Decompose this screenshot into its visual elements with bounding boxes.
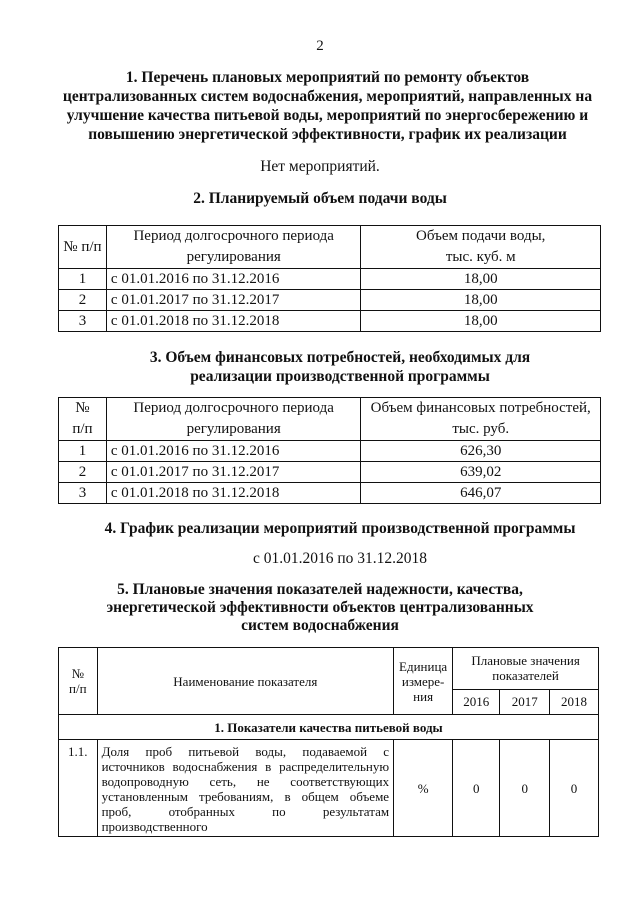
row-period: с 01.01.2017 по 31.12.2017 [106,290,361,311]
row-period: с 01.01.2018 по 31.12.2018 [106,311,361,332]
row-num: 1 [59,441,107,462]
row-value: 18,00 [361,290,601,311]
section-4-period: с 01.01.2016 по 31.12.2018 [252,550,428,567]
table-row [59,740,599,837]
financial-needs-table [58,397,601,504]
header-year: 2018 [550,689,599,714]
row-unit: % [394,740,453,837]
table-header-row [59,648,599,690]
row-num: 2 [59,462,107,483]
header-num: № п/п [59,398,107,441]
row-value: 0 [453,740,500,837]
header-period: Период долгосрочного периода регулирования [106,226,361,269]
row-period: с 01.01.2017 по 31.12.2017 [106,462,361,483]
row-num: 2 [59,290,107,311]
row-period: с 01.01.2016 по 31.12.2016 [106,441,361,462]
table-row [59,290,601,311]
table-header-row [59,398,601,441]
row-indicator-name: Доля проб питьевой воды, подаваемой с источников водоснабжения в распределительную водопроводную сеть, не соответствующих установленным требованиям, в общем объеме проб, отобранных по результатам производственного [97,740,394,837]
header-indicator-name: Наименование показателя [97,648,394,715]
row-num: 1 [59,269,107,290]
header-num: № п/п [59,648,98,715]
header-volume: Объем подачи воды, тыс. куб. м [361,226,601,269]
row-num: 3 [59,483,107,504]
section-4-title: 4. График реализации мероприятий производственной программы [104,520,576,537]
indicators-table [58,647,599,837]
table-row [59,483,601,504]
section-1-note: Нет мероприятий. [260,158,380,175]
header-year: 2016 [453,689,500,714]
header-amount: Объем финансовых потребностей, тыс. руб. [361,398,601,441]
row-value: 0 [550,740,599,837]
header-num: № п/п [59,226,107,269]
row-period: с 01.01.2016 по 31.12.2016 [106,269,361,290]
section-1-title: 1. Перечень плановых мероприятий по ремонту объектов централизованных систем водоснабжения, мероприятий, направленных на улучшение качества питьевой воды, мероприятий по энергосбережению и повышению энергетической эффективности, график их реализации [62,69,593,143]
table-row [59,462,601,483]
row-value: 639,02 [361,462,601,483]
table-row [59,269,601,290]
row-value: 0 [500,740,550,837]
water-volume-table [58,225,601,332]
table-header-row [59,226,601,269]
header-unit: Единица измере- ния [394,648,453,715]
section-2-title: 2. Планируемый объем подачи воды [193,190,447,207]
row-value: 646,07 [361,483,601,504]
row-period: с 01.01.2018 по 31.12.2018 [106,483,361,504]
row-value: 626,30 [361,441,601,462]
group-title: 1. Показатели качества питьевой воды [59,715,599,740]
row-num: 3 [59,311,107,332]
row-num: 1.1. [59,740,98,837]
section-5-title: 5. Плановые значения показателей надежности, качества, энергетической эффективности объектов централизованных систем водоснабжения [106,581,534,634]
header-planned-values: Плановые значения показателей [453,648,599,690]
section-3-title: 3. Объем финансовых потребностей, необходимых для реализации производственной программы [149,349,531,385]
page-number: 2 [316,38,324,54]
row-value: 18,00 [361,269,601,290]
table-row [59,441,601,462]
table-group-row [59,715,599,740]
table-row [59,311,601,332]
header-period: Период долгосрочного периода регулирования [106,398,361,441]
header-year: 2017 [500,689,550,714]
row-value: 18,00 [361,311,601,332]
